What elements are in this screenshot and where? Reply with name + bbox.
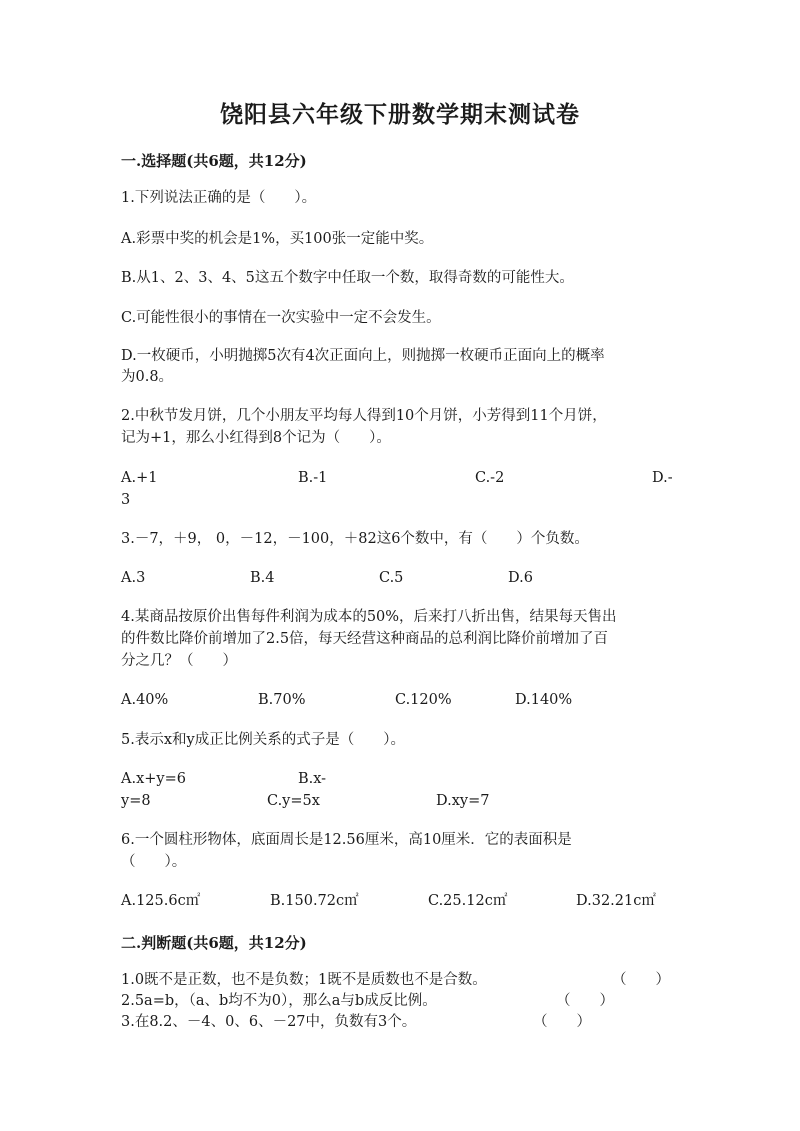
- question-4-stem-line1: 4.某商品按原价出售每件利润为成本的50%，后来打八折出售，结果每天售出: [121, 609, 617, 625]
- judgement-item-3-blank: （ ）: [533, 1014, 591, 1030]
- question-2-option-b: B.-1: [298, 470, 328, 486]
- judgement-item-2-blank: （ ）: [556, 993, 614, 1009]
- question-3-option-c: C.5: [379, 570, 404, 586]
- question-6-option-a: A.125.6c㎡: [121, 893, 201, 909]
- judgement-item-1-text: 1.0既不是正数，也不是负数；1既不是质数也不是合数。: [121, 972, 487, 988]
- question-5-option-d: D.xy=7: [436, 793, 490, 809]
- question-3-option-b: B.4: [250, 570, 275, 586]
- question-3-option-d: D.6: [508, 570, 533, 586]
- question-2-option-a: A.+1: [121, 470, 158, 486]
- question-5-option-c: C.y=5x: [267, 793, 320, 809]
- question-2-option-c: C.-2: [475, 470, 505, 486]
- judgement-item-1-blank: （ ）: [612, 972, 670, 988]
- question-2-option-d-part2: 3: [121, 492, 131, 508]
- question-6-option-d: D.32.21c㎡: [576, 893, 656, 909]
- page-title: 饶阳县六年级下册数学期末测试卷: [220, 101, 580, 128]
- question-1-option-a: A.彩票中奖的机会是1%，买100张一定能中奖。: [121, 231, 434, 247]
- question-5-option-b-part1: B.x-: [298, 771, 327, 787]
- question-5-stem: 5.表示x和y成正比例关系的式子是（ ）。: [121, 732, 405, 748]
- section-heading-choice: 一.选择题(共6题，共12分): [121, 152, 307, 170]
- question-4-option-b: B.70%: [258, 692, 306, 708]
- question-3-stem: 3.－7，＋9， 0，－12，－100，＋82这6个数中，有（ ）个负数。: [121, 531, 589, 547]
- question-6-option-b: B.150.72c㎡: [270, 893, 359, 909]
- question-1-option-d-line2: 为0.8。: [121, 369, 174, 385]
- question-4-option-a: A.40%: [121, 692, 169, 708]
- judgement-item-2-text: 2.5a=b，（a、b均不为0），那么a与b成反比例。: [121, 993, 437, 1009]
- question-6-stem-line2: （ ）。: [121, 854, 187, 870]
- question-6-stem-line1: 6.一个圆柱形物体，底面周长是12.56厘米，高10厘米．它的表面积是: [121, 832, 572, 848]
- judgement-item-3-text: 3.在8.2、－4、0、6、－27中，负数有3个。: [121, 1014, 417, 1030]
- question-5-option-b-part2: y=8: [121, 793, 151, 809]
- question-3-option-a: A.3: [121, 570, 146, 586]
- question-5-option-a: A.x+y=6: [121, 771, 186, 787]
- question-1-stem: 1.下列说法正确的是（ ）。: [121, 190, 317, 206]
- question-6-option-c: C.25.12c㎡: [428, 893, 508, 909]
- section-heading-judgement: 二.判断题(共6题，共12分): [121, 934, 307, 952]
- question-4-stem-line2: 的件数比降价前增加了2.5倍，每天经营这种商品的总利润比降价前增加了百: [121, 631, 609, 647]
- question-1-option-d-line1: D.一枚硬币，小明抛掷5次有4次正面向上，则抛掷一枚硬币正面向上的概率: [121, 348, 605, 364]
- question-2-stem-line2: 记为+1，那么小红得到8个记为（ ）。: [121, 430, 391, 446]
- question-4-option-c: C.120%: [395, 692, 452, 708]
- question-4-option-d: D.140%: [515, 692, 573, 708]
- question-2-stem-line1: 2.中秋节发月饼，几个小朋友平均每人得到10个月饼，小芳得到11个月饼，: [121, 408, 607, 424]
- question-1-option-b: B.从1、2、3、4、5这五个数字中任取一个数，取得奇数的可能性大。: [121, 270, 574, 286]
- question-2-option-d-part1: D.-: [652, 470, 673, 486]
- question-1-option-c: C.可能性很小的事情在一次实验中一定不会发生。: [121, 310, 441, 326]
- question-4-stem-line3: 分之几？（ ）: [121, 653, 237, 669]
